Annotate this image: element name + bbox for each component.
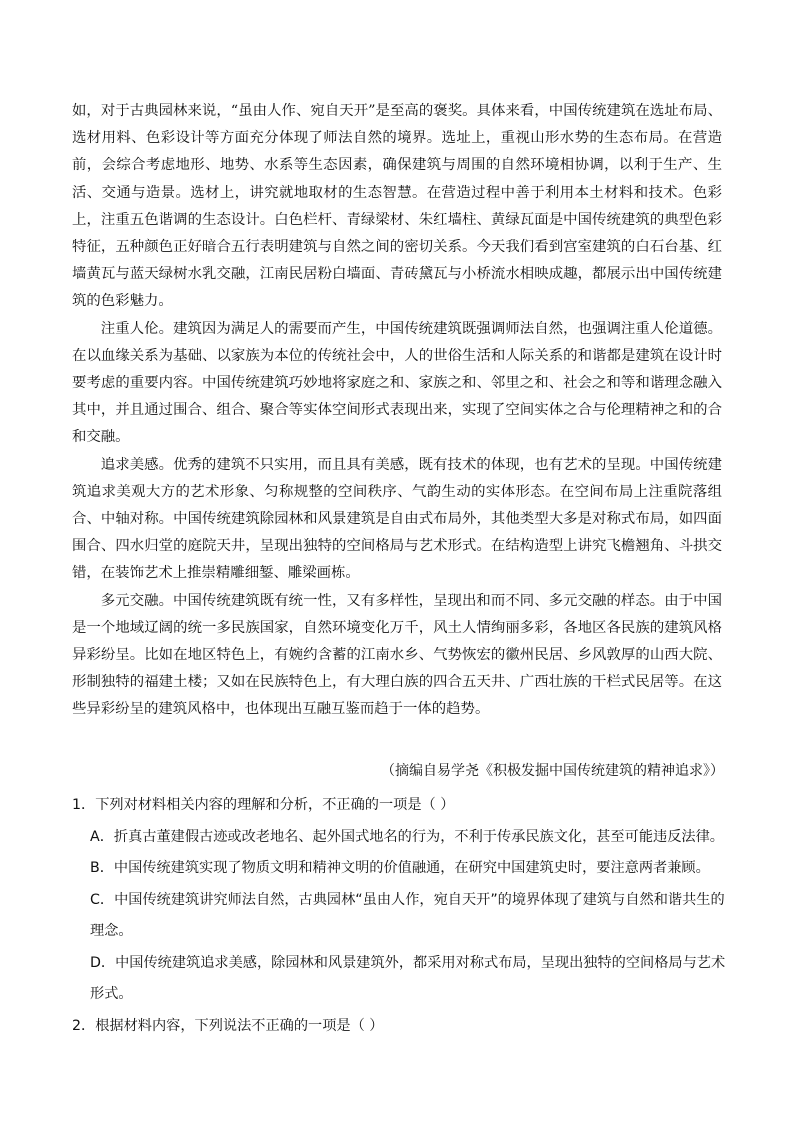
question-stem: 2．根据材料内容，下列说法不正确的一项是（ ） <box>72 1017 384 1034</box>
question-option-c: C．中国传统建筑讲究师法自然，古典园林“虽由人作，宛自天开”的境界体现了建筑与自然和谐共生的理念。 <box>90 891 725 939</box>
reading-passage <box>72 98 722 724</box>
passage-paragraph-1: 如，对于古典园林来说，“虽由人作、宛自天开”是至高的褒奖。具体来看，中国传统建筑在选址布局、选材用料、色彩设计等方面充分体现了师法自然的境界。选址上，重视山形水势的生态布局。在营造前，会综合考虑地形、地势、水系等生态因素，确保建筑与周围的自然环境相协调，以利于生产、生活、交通与造景。选材上，讲究就地取材的生态智慧。在营造过程中善于利用本土材料和技术。色彩上，注重五色谐调的生态设计。白色栏杆、青绿梁材、朱红墙柱、黄绿瓦面是中国传统建筑的典型色彩特征，五种颜色正好暗合五行表明建筑与自然之间的密切关系。今天我们看到宫室建筑的白石台基、红墙黄瓦与蓝天绿树水乳交融，江南民居粉白墙面、青砖黛瓦与小桥流水相映成趣，都展示出中国传统建筑的色彩魅力。 <box>72 103 722 310</box>
question-1 <box>72 790 727 1011</box>
passage-paragraph-3: 追求美感。优秀的建筑不只实用，而且具有美感，既有技术的体现，也有艺术的呈现。中国传统建筑追求美观大方的艺术形象、匀称规整的空间秩序、气韵生动的实体形态。在空间布局上注重院落组合、中轴对称。中国传统建筑除园林和风景建筑是自由式布局外，其他类型大多是对称式布局，如四面围合、四水归堂的庭院天井，呈现出独特的空间格局与艺术形式。在结构造型上讲究飞檐翘角、斗拱交错，在装饰艺术上推崇精雕细錾、雕梁画栋。 <box>72 456 722 582</box>
question-stem: 1．下列对材料相关内容的理解和分析，不正确的一项是（ ） <box>72 797 455 813</box>
question-option-d: D．中国传统建筑追求美感，除园林和风景建筑外，都采用对称式布局，呈现出独特的空间格局与艺术形式。 <box>90 954 726 1002</box>
passage-source-citation: （摘编自易学尧《积极发掘中国传统建筑的精神追求》） <box>381 763 724 779</box>
question-option-a: A．折真古董建假古迹或改老地名、起外国式地名的行为，不利于传承民族文化，甚至可能违反法律。 <box>90 828 724 845</box>
question-list <box>72 790 727 1042</box>
question-option-b: B．中国传统建筑实现了物质文明和精神文明的价值融通，在研究中国建筑史时，要注意两者兼顾。 <box>90 860 710 876</box>
question-2 <box>72 1011 727 1043</box>
passage-paragraph-2: 注重人伦。建筑因为满足人的需要而产生，中国传统建筑既强调师法自然，也强调注重人伦道德。在以血缘关系为基础、以家族为本位的传统社会中，人的世俗生活和人际关系的和谐都是建筑在设计时要考虑的重要内容。中国传统建筑巧妙地将家庭之和、家族之和、邻里之和、社会之和等和谐理念融入其中，并且通过围合、组合、聚合等实体空间形式表现出来，实现了空间实体之合与伦理精神之和的合和交融。 <box>72 320 722 446</box>
passage-paragraph-4: 多元交融。中国传统建筑既有统一性，又有多样性，呈现出和而不同、多元交融的样态。由于中国是一个地域辽阔的统一多民族国家，自然环境变化万千，风土人情绚丽多彩，各地区各民族的建筑风格异彩纷呈。比如在地区特色上，有婉约含蓄的江南水乡、气势恢宏的徽州民居、乡风敦厚的山西大院、形制独特的福建土楼；又如在民族特色上，有大理白族的四合五天井、广西壮族的干栏式民居等。在这些异彩纷呈的建筑风格中，也体现出互融互鉴而趋于一体的趋势。 <box>72 592 722 718</box>
